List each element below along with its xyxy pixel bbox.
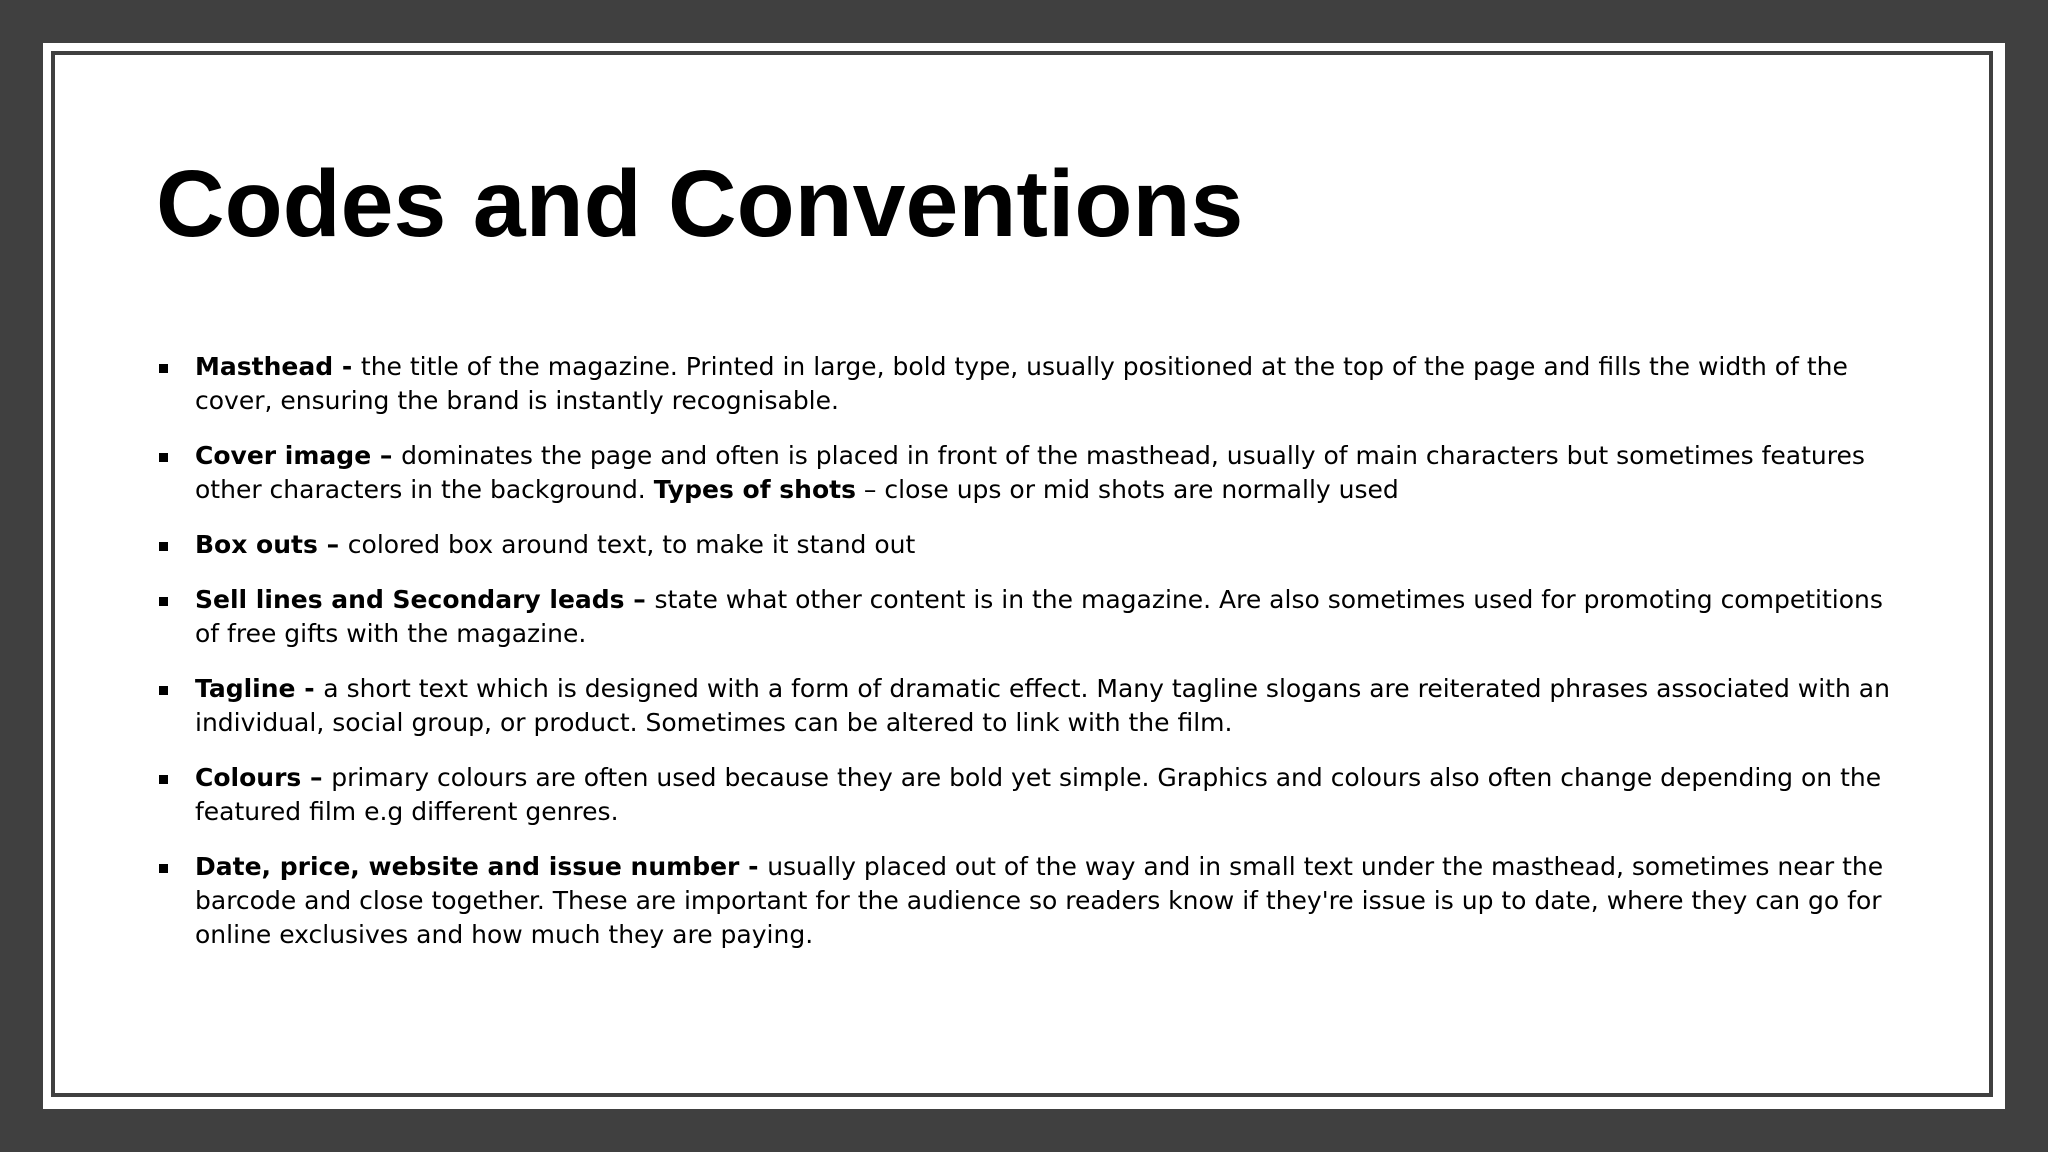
bullet-masthead	[156, 350, 1896, 418]
bullet-separator: -	[295, 674, 324, 703]
bullet-text: dominates the page and often is placed in front of the masthead, usually of main characters but sometimes features other characters in the background.	[195, 441, 1865, 504]
bullet-box-outs	[156, 528, 1896, 562]
bullet-text: colored box around text, to make it stand out	[347, 530, 916, 559]
bullet-separator: -	[739, 852, 768, 881]
bullet-extra-term: Types of shots	[653, 475, 856, 504]
square-bullet-icon	[159, 686, 168, 695]
bullet-term: Date, price, website and issue number	[195, 852, 740, 881]
bullet-extra-text: – close ups or mid shots are normally used	[855, 475, 1399, 504]
bullet-term: Masthead	[195, 352, 334, 381]
bullet-text: state what other content is in the magazine. Are also sometimes used for promoting competitions of free gifts with the magazine.	[195, 585, 1883, 648]
bullet-separator: –	[301, 763, 332, 792]
bullet-colours	[156, 761, 1896, 829]
bullet-tagline	[156, 672, 1896, 740]
bullet-term: Cover image	[195, 441, 372, 470]
bullet-separator: –	[371, 441, 402, 470]
bullet-separator: –	[317, 530, 348, 559]
bullet-text: usually placed out of the way and in small text under the masthead, sometimes near the barcode and close together. These are important for the audience so readers know if they're issue is up to date, where they can go for online exclusives and how much they are paying.	[195, 852, 1884, 949]
bullet-list	[156, 350, 1896, 973]
square-bullet-icon	[159, 597, 168, 606]
bullet-term: Tagline	[195, 674, 296, 703]
square-bullet-icon	[159, 864, 168, 873]
square-bullet-icon	[159, 453, 168, 462]
bullet-sell-lines	[156, 583, 1896, 651]
bullet-term: Sell lines and Secondary leads	[195, 585, 625, 614]
bullet-separator: -	[333, 352, 361, 381]
square-bullet-icon	[159, 542, 168, 551]
bullet-term: Box outs	[195, 530, 318, 559]
bullet-text: the title of the magazine. Printed in large, bold type, usually positioned at the top of the page and fills the width of the cover, ensuring the brand is instantly recognisable.	[195, 352, 1848, 415]
bullet-text: primary colours are often used because they are bold yet simple. Graphics and colours also often change depending on the featured film e.g different genres.	[195, 763, 1882, 826]
bullet-term: Colours	[195, 763, 302, 792]
bullet-cover-image	[156, 439, 1896, 507]
bullet-text: a short text which is designed with a form of dramatic effect. Many tagline slogans are reiterated phrases associated with an individual, social group, or product. Sometimes can be altered to link with the film.	[195, 674, 1890, 737]
slide-title: Codes and Conventions	[156, 151, 1244, 257]
bullet-date-price	[156, 850, 1896, 952]
bullet-separator: –	[624, 585, 655, 614]
square-bullet-icon	[159, 775, 168, 784]
square-bullet-icon	[159, 364, 168, 373]
